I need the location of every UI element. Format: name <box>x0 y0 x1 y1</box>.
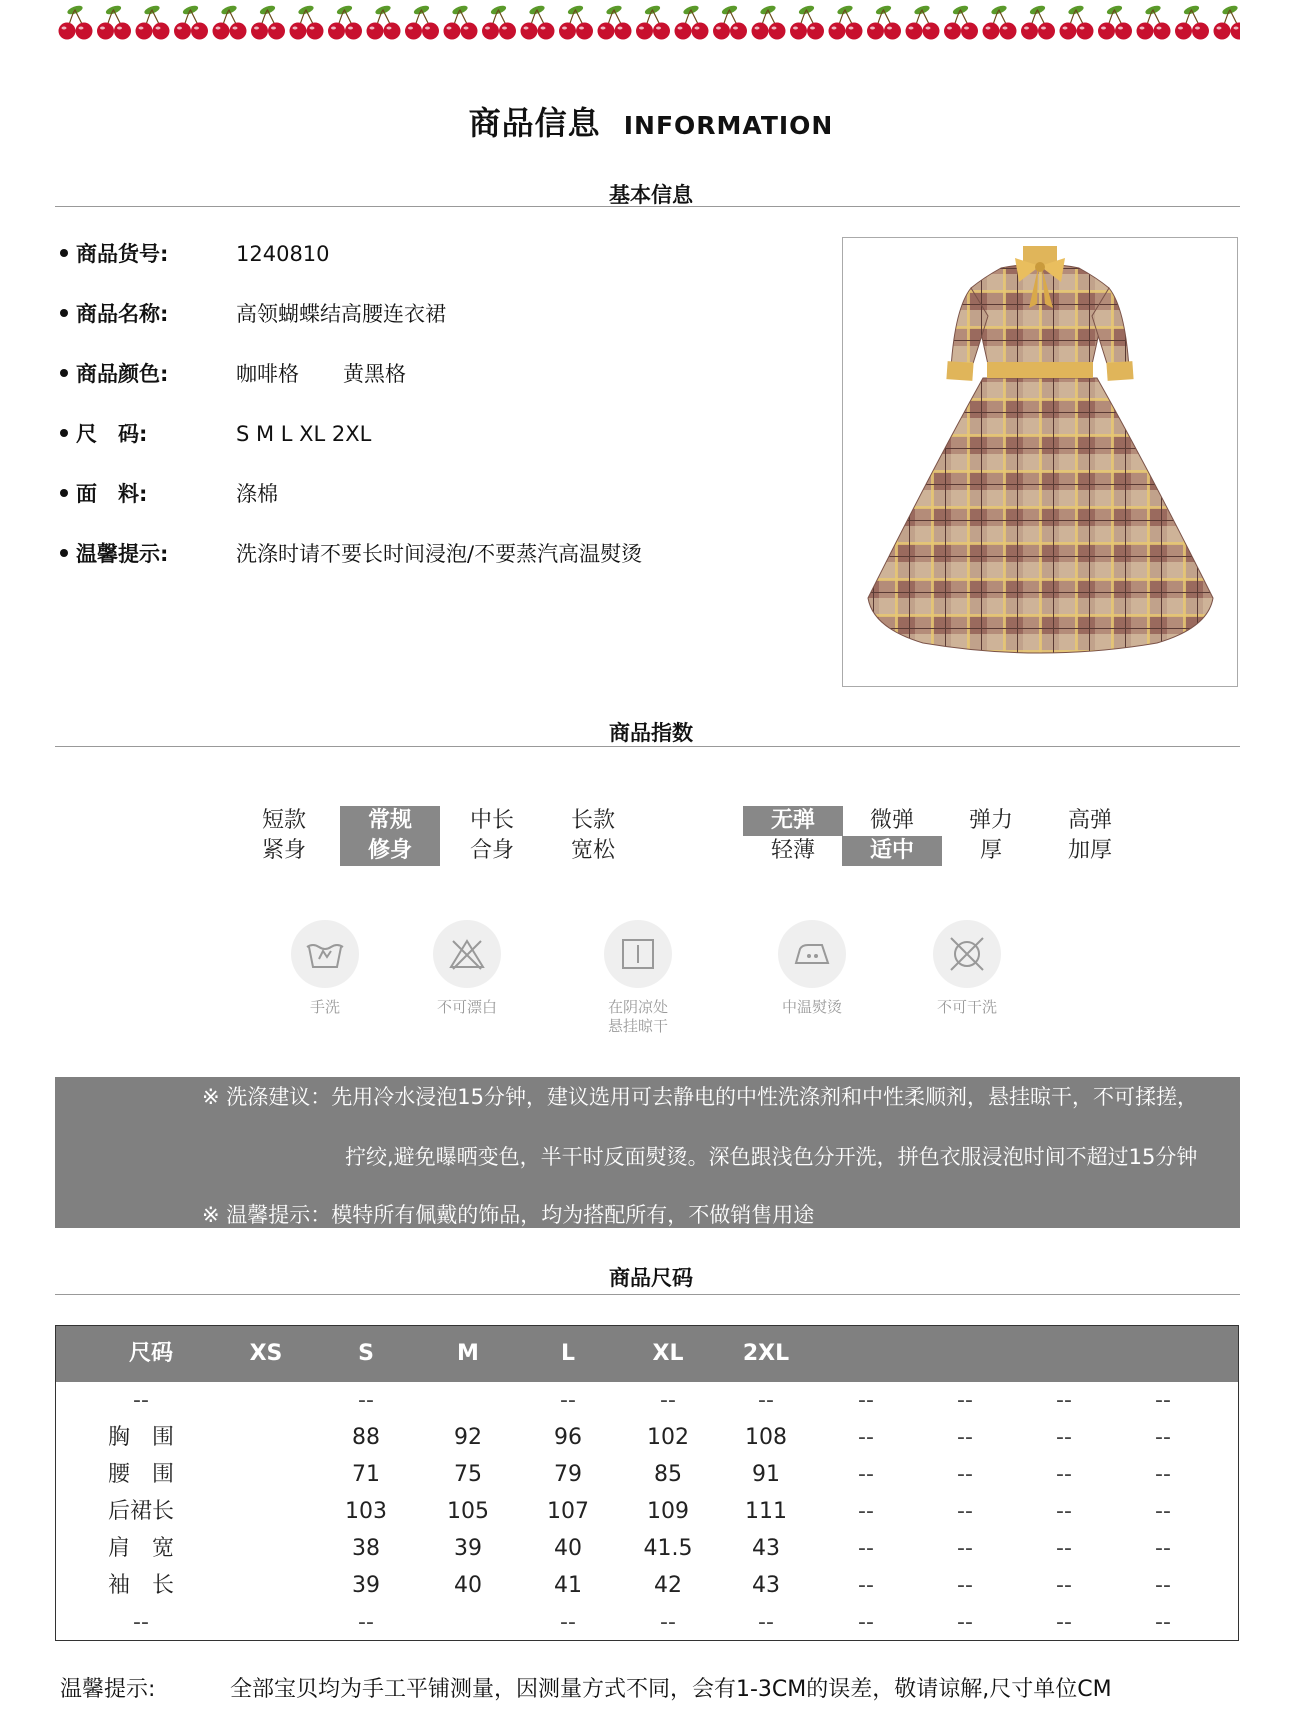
hand-wash-icon <box>291 920 359 988</box>
index-fit-slim: 修身 <box>340 836 440 866</box>
info-label: 温馨提示: <box>76 542 169 566</box>
size-value-cell: 71 <box>352 1462 380 1487</box>
cherry-icon <box>290 4 324 40</box>
size-value-cell: -- <box>858 1388 874 1413</box>
size-value-cell: -- <box>660 1610 676 1635</box>
size-value-cell: -- <box>957 1610 973 1635</box>
size-value-cell <box>221 1567 311 1604</box>
size-value-cell: -- <box>1155 1425 1171 1450</box>
cherry-icon <box>598 4 632 40</box>
info-row-sku <box>60 238 374 268</box>
cherry-icon <box>983 4 1017 40</box>
index-elastic-none: 无弹 <box>743 806 843 836</box>
bullet-icon <box>60 369 68 377</box>
size-value-cell <box>221 1382 311 1419</box>
size-value-cell: -- <box>858 1610 874 1635</box>
size-value-cell <box>221 1419 311 1456</box>
size-value-cell: 39 <box>454 1536 482 1561</box>
bullet-icon <box>60 309 68 317</box>
size-value-cell: -- <box>1155 1499 1171 1524</box>
dress-illustration <box>843 238 1237 686</box>
cherry-icon <box>521 4 555 40</box>
size-value-cell: 41 <box>554 1573 582 1598</box>
color-option: 黄黑格 <box>343 362 406 386</box>
index-length-short: 短款 <box>261 808 306 833</box>
size-value-cell: 105 <box>447 1499 489 1524</box>
size-value-cell: -- <box>660 1388 676 1413</box>
size-value-cell <box>423 1382 513 1419</box>
size-value-cell: -- <box>560 1388 576 1413</box>
medium-iron-icon <box>778 920 846 988</box>
size-value-cell: -- <box>957 1462 973 1487</box>
size-table-header <box>56 1326 1238 1382</box>
index-thickness-thin: 轻薄 <box>770 838 815 863</box>
size-value-cell: 39 <box>352 1573 380 1598</box>
index-fit-loose: 宽松 <box>570 838 615 863</box>
info-value: 高领蝴蝶结高腰连衣裙 <box>236 302 446 326</box>
size-value-cell: -- <box>1155 1536 1171 1561</box>
info-row-name <box>60 298 490 328</box>
size-value-cell: -- <box>1056 1388 1072 1413</box>
wash-advice-line: 拧绞,避免曝晒变色，半干时反面熨烫。深色跟浅色分开洗，拼色衣服浸泡时间不超过15分钟 <box>345 1145 1198 1169</box>
size-value-cell: -- <box>758 1610 774 1635</box>
header-cell: 2XL <box>742 1341 790 1366</box>
index-thickness-thick: 厚 <box>979 838 1002 863</box>
info-label: 尺 码: <box>76 422 148 446</box>
measurement-note-label: 温馨提示: <box>60 1677 156 1702</box>
cherry-icon <box>405 4 439 40</box>
cherry-icon <box>1137 4 1171 40</box>
bullet-icon <box>60 429 68 437</box>
no-dry-clean-icon <box>933 920 1001 988</box>
product-image <box>842 237 1238 687</box>
size-value-cell: 41.5 <box>643 1536 693 1561</box>
care-hand-wash: 手洗 <box>270 920 380 1017</box>
color-option: 咖啡格 <box>236 362 299 386</box>
measurement-label: 胸 围 <box>107 1425 174 1450</box>
cherry-icon <box>1175 4 1209 40</box>
size-value-cell: -- <box>957 1536 973 1561</box>
size-value-cell: -- <box>358 1388 374 1413</box>
cherry-icon <box>97 4 131 40</box>
cherry-icon <box>675 4 709 40</box>
size-value-cell: -- <box>858 1499 874 1524</box>
size-value-cell <box>221 1604 311 1641</box>
size-value-cell: 79 <box>554 1462 582 1487</box>
cherry-icon <box>174 4 208 40</box>
index-length-regular: 常规 <box>340 806 440 836</box>
size-value-cell: -- <box>560 1610 576 1635</box>
size-value-cell: -- <box>858 1573 874 1598</box>
cherry-icon <box>944 4 978 40</box>
size-table-row <box>56 1456 1238 1493</box>
care-no-bleach: 不可漂白 <box>412 920 522 1017</box>
section-title-basic: 基本信息 <box>609 183 693 207</box>
index-fit-tight: 紧身 <box>261 838 306 863</box>
size-value-cell <box>221 1493 311 1530</box>
section-title-index: 商品指数 <box>609 721 693 745</box>
header-cell: S <box>358 1341 374 1366</box>
size-value-cell: 111 <box>745 1499 787 1524</box>
index-elastic-stretch: 弹力 <box>968 808 1013 833</box>
size-value-cell: 43 <box>752 1536 780 1561</box>
size-table <box>55 1325 1239 1641</box>
size-value-cell: 108 <box>745 1425 787 1450</box>
size-value-cell <box>221 1530 311 1567</box>
divider <box>55 746 1240 747</box>
size-value-cell: 102 <box>647 1425 689 1450</box>
measurement-note <box>60 1672 1112 1703</box>
care-shade-dry: 在阴凉处 悬挂晾干 <box>583 920 693 1036</box>
bullet-icon <box>60 549 68 557</box>
measurement-label: 腰 围 <box>107 1462 174 1487</box>
index-elastic-slight: 微弹 <box>869 808 914 833</box>
header-cell: XS <box>249 1341 283 1366</box>
info-label: 商品货号: <box>76 242 169 266</box>
divider <box>55 206 1240 207</box>
wash-advice-line: ※ 洗涤建议：先用冷水浸泡15分钟，建议选用可去静电的中性洗涤剂和中性柔顺剂，悬挂晾干，不可揉搓， <box>202 1085 1198 1109</box>
cherry-icon <box>1021 4 1055 40</box>
size-value-cell: -- <box>1155 1610 1171 1635</box>
size-value-cell: -- <box>957 1573 973 1598</box>
header-cell: 尺码 <box>128 1341 173 1366</box>
page-title-en: INFORMATION <box>623 111 834 140</box>
size-value-cell: 40 <box>454 1573 482 1598</box>
size-value-cell: -- <box>858 1536 874 1561</box>
bullet-icon <box>60 249 68 257</box>
size-value-cell: -- <box>1056 1462 1072 1487</box>
header-cell: L <box>560 1341 576 1366</box>
size-table-row <box>56 1493 1238 1530</box>
size-value-cell: 92 <box>454 1425 482 1450</box>
cherry-border-top <box>55 2 1240 42</box>
cherry-icon <box>1060 4 1094 40</box>
info-label: 面 料: <box>76 482 148 506</box>
size-value-cell: 109 <box>647 1499 689 1524</box>
size-value-cell: -- <box>858 1462 874 1487</box>
page-title-cn: 商品信息 <box>468 104 601 142</box>
size-value-cell: 103 <box>345 1499 387 1524</box>
index-length-long: 长款 <box>570 808 615 833</box>
info-row-color <box>60 358 450 388</box>
size-value-cell: 43 <box>752 1573 780 1598</box>
cherry-icon <box>1098 4 1132 40</box>
cherry-icon <box>790 4 824 40</box>
cherry-icon <box>59 4 93 40</box>
size-table-row <box>56 1530 1238 1567</box>
info-row-fabric <box>60 478 322 508</box>
cherry-icon <box>251 4 285 40</box>
model-accessory-note: ※ 温馨提示：模特所有佩戴的饰品，均为搭配所有，不做销售用途 <box>202 1203 815 1227</box>
size-value-cell: -- <box>957 1499 973 1524</box>
size-value-cell: -- <box>758 1388 774 1413</box>
size-value-cell: 91 <box>752 1462 780 1487</box>
info-value: 1240810 <box>236 242 330 266</box>
cherry-icon <box>1214 4 1241 40</box>
index-elastic-high: 高弹 <box>1067 808 1112 833</box>
cherry-icon <box>867 4 901 40</box>
no-bleach-icon <box>433 920 501 988</box>
care-no-dry-clean: 不可干洗 <box>912 920 1022 1017</box>
size-value-cell: -- <box>858 1425 874 1450</box>
info-row-tip <box>60 538 686 568</box>
info-value: 涤棉 <box>236 482 278 506</box>
cherry-icon <box>482 4 516 40</box>
size-value-cell: -- <box>957 1425 973 1450</box>
size-value-cell: 42 <box>654 1573 682 1598</box>
size-value-cell: -- <box>957 1388 973 1413</box>
index-thickness-extra-thick: 加厚 <box>1067 838 1112 863</box>
size-value-cell: -- <box>1155 1388 1171 1413</box>
size-table-row <box>56 1419 1238 1456</box>
shade-dry-icon <box>604 920 672 988</box>
size-value-cell: 88 <box>352 1425 380 1450</box>
size-value-cell: 75 <box>454 1462 482 1487</box>
measurement-note-text: 全部宝贝均为手工平铺测量，因测量方式不同，会有1-3CM的误差，敬请谅解,尺寸单位CM <box>230 1677 1112 1702</box>
size-value-cell: -- <box>358 1610 374 1635</box>
size-table-row <box>56 1382 1238 1419</box>
index-length-midi: 中长 <box>469 808 514 833</box>
size-table-row <box>56 1604 1238 1641</box>
measurement-label: 肩 宽 <box>107 1536 174 1561</box>
info-value: S M L XL 2XL <box>236 422 372 446</box>
size-value-cell: 107 <box>547 1499 589 1524</box>
info-value: 洗涤时请不要长时间浸泡/不要蒸汽高温熨烫 <box>236 542 643 566</box>
measurement-label: -- <box>133 1388 149 1413</box>
cherry-icon <box>752 4 786 40</box>
cherry-icon <box>636 4 670 40</box>
header-cell: M <box>457 1341 479 1366</box>
size-value-cell: -- <box>1155 1462 1171 1487</box>
cherry-icon <box>906 4 940 40</box>
size-value-cell: -- <box>1056 1499 1072 1524</box>
info-label: 商品名称: <box>76 302 169 326</box>
cherry-icon <box>136 4 170 40</box>
page-title <box>0 98 1302 144</box>
index-thickness-medium: 适中 <box>842 836 942 866</box>
size-value-cell <box>221 1456 311 1493</box>
info-label: 商品颜色: <box>76 362 169 386</box>
size-value-cell <box>423 1604 513 1641</box>
section-title-size: 商品尺码 <box>609 1266 693 1290</box>
cherry-icon <box>444 4 478 40</box>
measurement-label: 后裙长 <box>107 1499 174 1524</box>
size-value-cell: -- <box>1056 1536 1072 1561</box>
size-value-cell: 85 <box>654 1462 682 1487</box>
cherry-icon <box>559 4 593 40</box>
care-medium-iron: 中温熨烫 <box>757 920 867 1017</box>
measurement-label: -- <box>133 1610 149 1635</box>
cherry-icon <box>367 4 401 40</box>
size-value-cell: 40 <box>554 1536 582 1561</box>
cherry-icon <box>328 4 362 40</box>
cherry-icon <box>213 4 247 40</box>
size-value-cell: 96 <box>554 1425 582 1450</box>
bullet-icon <box>60 489 68 497</box>
measurement-label: 袖 长 <box>107 1573 174 1598</box>
divider <box>55 1294 1240 1295</box>
wash-advice-box <box>55 1077 1240 1228</box>
size-value-cell: -- <box>1056 1425 1072 1450</box>
cherry-icon <box>713 4 747 40</box>
header-cell: XL <box>652 1341 684 1366</box>
cherry-icon <box>829 4 863 40</box>
size-table-row <box>56 1567 1238 1604</box>
size-value-cell: 38 <box>352 1536 380 1561</box>
size-value-cell: -- <box>1056 1610 1072 1635</box>
index-fit-regular: 合身 <box>469 838 514 863</box>
size-value-cell: -- <box>1155 1573 1171 1598</box>
info-row-size <box>60 418 415 448</box>
size-value-cell: -- <box>1056 1573 1072 1598</box>
